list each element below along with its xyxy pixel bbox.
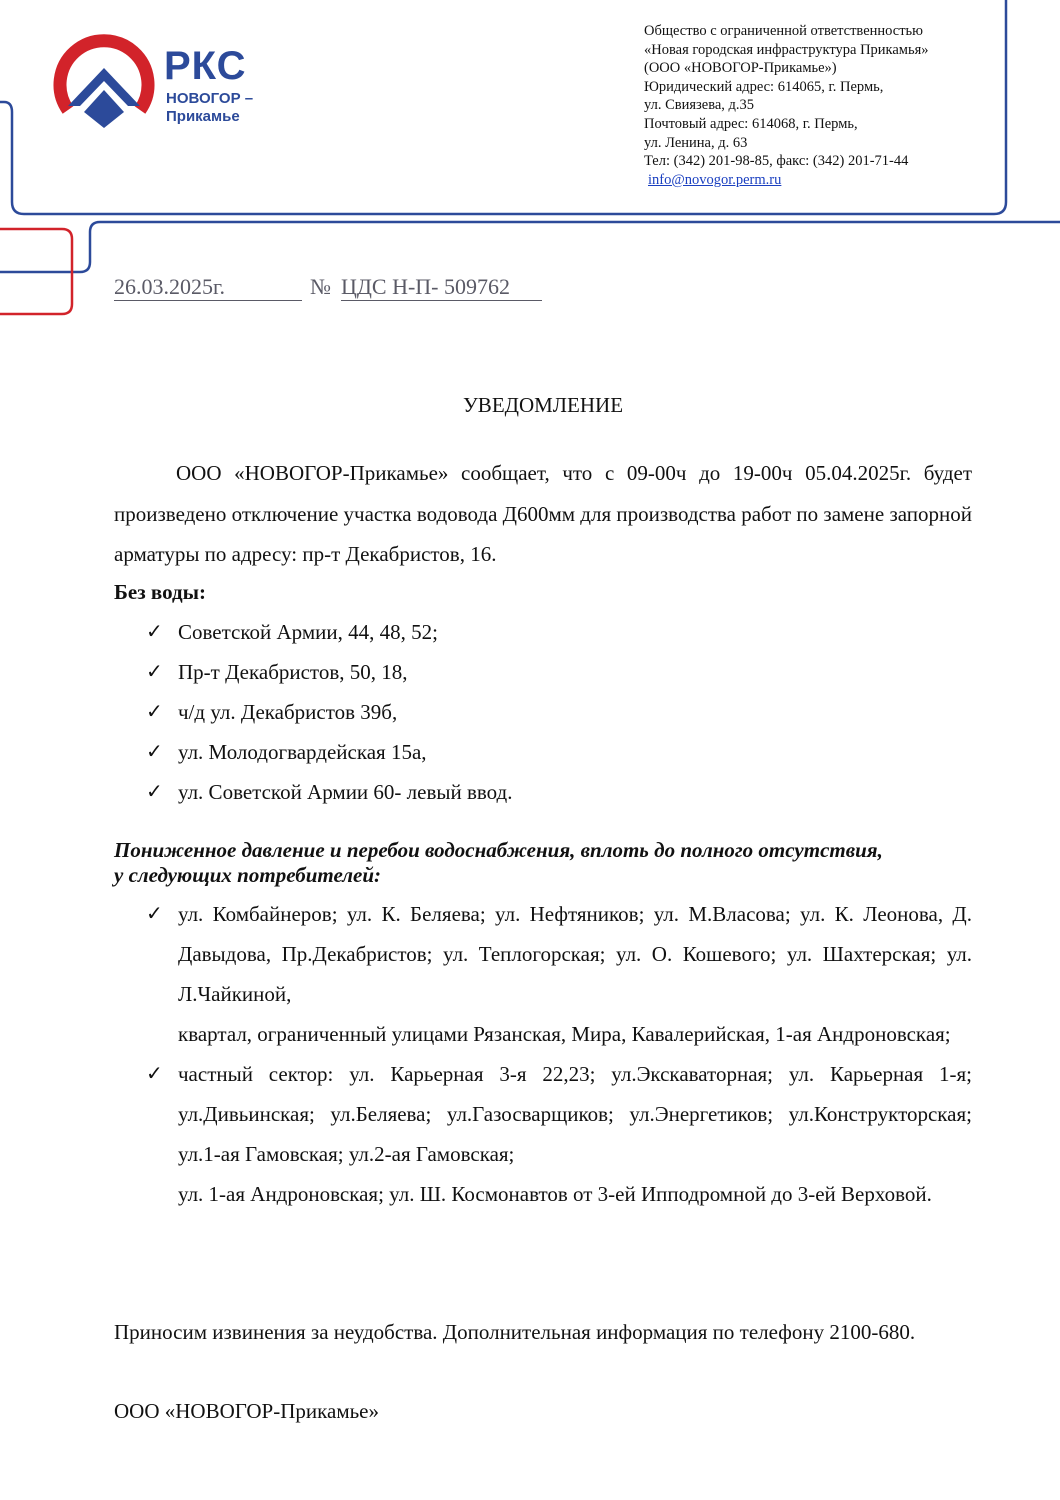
- company-logo: [48, 28, 278, 138]
- address-text: Пр-т Декабристов, 50, 18,: [178, 660, 408, 684]
- document-date: 26.03.2025г.: [114, 274, 302, 301]
- document-title: УВЕДОМЛЕНИЕ: [462, 393, 624, 417]
- number-sign: №: [310, 274, 331, 299]
- org-line: Общество с ограниченной ответственностью: [644, 23, 923, 39]
- address-text: ул. Комбайнеров; ул. К. Беляева; ул. Нефтяников; ул. М.Власова; ул. К. Леонова, Д. Давыдова, Пр.Декабристов; ул. Теплогорская; ул. О. Кошевого; ул. Шахтерская; ул. Л.Чайкиной,: [178, 902, 972, 1006]
- org-legal-address: Юридический адрес: 614065, г. Пермь,: [644, 78, 884, 95]
- address-text: квартал, ограниченный улицами Рязанская, Мира, Кавалерийская, 1-ая Андроновская;: [178, 1022, 951, 1046]
- logo-subtitle-line2: Прикамье: [166, 108, 240, 125]
- list-item: [114, 1054, 972, 1214]
- address-text: ч/д ул. Декабристов 39б,: [178, 700, 398, 724]
- logo-brand-text: РКС: [164, 44, 247, 88]
- organization-details: [644, 22, 1044, 189]
- checkmark-icon: ✓: [146, 1063, 163, 1085]
- checkmark-icon: ✓: [146, 741, 163, 763]
- org-postal-address: Почтовый адрес: 614068, г. Пермь,: [644, 115, 858, 132]
- low-pressure-heading: [114, 838, 972, 888]
- document-number: ЦДС Н-П- 509762: [341, 274, 542, 301]
- org-line: (ООО «НОВОГОР-Прикамье»): [644, 60, 837, 77]
- list-item: [114, 692, 972, 732]
- logo-subtitle-line1: НОВОГОР –: [166, 90, 254, 107]
- checkmark-icon: ✓: [146, 903, 163, 925]
- org-email-link[interactable]: info@novogor.perm.ru: [648, 171, 782, 188]
- checkmark-icon: ✓: [146, 661, 163, 683]
- address-text: Советской Армии, 44, 48, 52;: [178, 620, 438, 644]
- list-item: [114, 894, 972, 1054]
- closing-paragraph: Приносим извинения за неудобства. Дополнительная информация по телефону 2100-680.: [114, 1320, 916, 1344]
- checkmark-icon: ✓: [146, 701, 163, 723]
- org-line: ул. Свиязева, д.35: [644, 97, 755, 114]
- org-line: ул. Ленина, д. 63: [644, 134, 748, 151]
- list-item: [114, 652, 972, 692]
- address-text: частный сектор: ул. Карьерная 3-я 22,23; ул.Экскаваторная; ул. Карьерная 1-я; ул.Дивьинская; ул.Беляева; ул.Газосварщиков; ул.Энергетиков; ул.Конструкторская; ул.1-ая Гамовская; ул.2-ая Гамовская;: [178, 1062, 972, 1166]
- checkmark-icon: ✓: [146, 781, 163, 803]
- low-pressure-heading-line2: у следующих потребителей:: [114, 863, 382, 887]
- low-pressure-heading-line1: Пониженное давление и перебои водоснабжения, вплоть до полного отсутствия,: [114, 838, 883, 862]
- org-line: «Новая городская инфраструктура Прикамья»: [644, 41, 929, 58]
- intro-paragraph: ООО «НОВОГОР-Прикамье» сообщает, что с 09-00ч до 19-00ч 05.04.2025г. будет произведено отключение участка водовода Д600мм для производства работ по замене запорной арматуры по адресу: пр-т Декабристов, 16.: [114, 461, 972, 566]
- org-phone: Тел: (342) 201-98-85, факс: (342) 201-71-44: [644, 153, 909, 170]
- address-text: ул. 1-ая Андроновская; ул. Ш. Космонавтов от 3-ей Ипподромной до 3-ей Верховой.: [178, 1182, 932, 1206]
- list-item: [114, 772, 972, 812]
- list-item: [114, 732, 972, 772]
- address-text: ул. Советской Армии 60- левый ввод.: [178, 780, 513, 804]
- logo-mark-icon: [48, 28, 160, 128]
- low-pressure-list: [114, 894, 972, 1214]
- no-water-heading: Без воды:: [114, 580, 206, 604]
- no-water-list: [114, 612, 972, 812]
- signature: ООО «НОВОГОР-Прикамье»: [114, 1399, 380, 1423]
- list-item: [114, 612, 972, 652]
- address-text: ул. Молодогвардейская 15а,: [178, 740, 427, 764]
- checkmark-icon: ✓: [146, 621, 163, 643]
